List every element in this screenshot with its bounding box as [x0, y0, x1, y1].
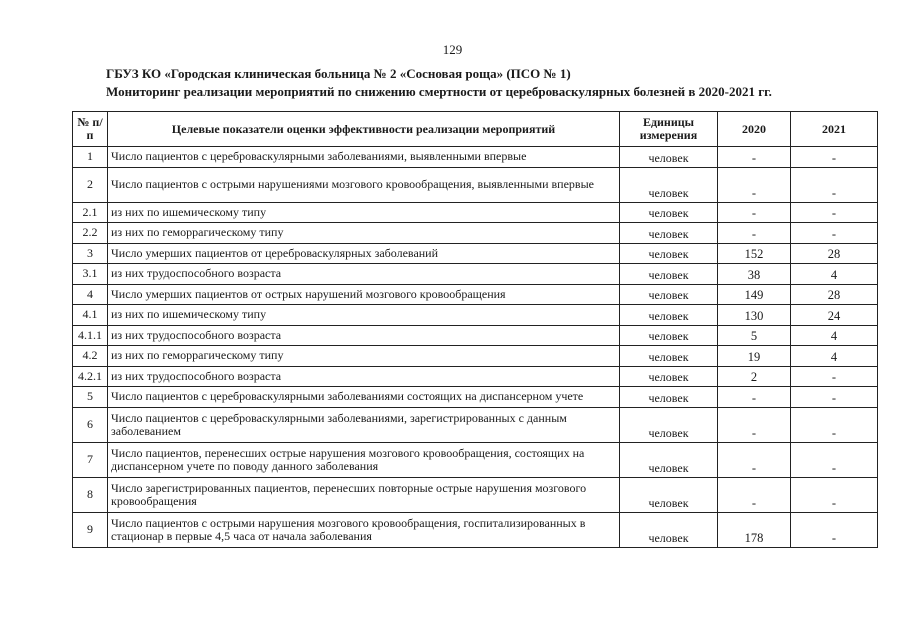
row-value-2021-cell: 4: [791, 346, 878, 367]
row-value-2021-cell: -: [791, 477, 878, 512]
row-indicator-cell: из них по геморрагическому типу: [108, 346, 620, 367]
row-value-2021-cell: -: [791, 442, 878, 477]
table-row: [73, 243, 878, 264]
row-unit-cell: человек: [620, 325, 718, 346]
row-indicator-cell: Число зарегистрированных пациентов, перенесших повторные острые нарушения мозгового кровообращения: [108, 477, 620, 512]
row-indicator-cell: Число пациентов с острыми нарушениями мозгового кровообращения, выявленными впервые: [108, 167, 620, 202]
table-row: [73, 147, 878, 168]
row-unit-cell: человек: [620, 346, 718, 367]
row-indicator-cell: из них трудоспособного возраста: [108, 264, 620, 285]
page-number: 129: [442, 42, 463, 57]
row-indicator-cell: Число умерших пациентов от цереброваскулярных заболеваний: [108, 243, 620, 264]
row-value-2020-cell: 5: [718, 325, 791, 346]
row-value-2020-cell: -: [718, 407, 791, 442]
document-title-subject: Мониторинг реализации мероприятий по снижению смертности от цереброваскулярных болезней в 2020-2021 гг.: [106, 84, 772, 99]
row-num-cell: 7: [73, 442, 108, 477]
row-num-cell: 2: [73, 167, 108, 202]
document-title-institution: ГБУЗ КО «Городская клиническая больница № 2 «Сосновая роща» (ПСО № 1): [106, 66, 571, 81]
row-unit-cell: человек: [620, 512, 718, 547]
row-indicator-cell: Число пациентов с цереброваскулярными заболеваниями состоящих на диспансерном учете: [108, 387, 620, 408]
table-body: [73, 147, 878, 548]
row-unit-cell: человек: [620, 284, 718, 305]
table-row: [73, 407, 878, 442]
row-unit-cell: человек: [620, 202, 718, 223]
table-row: [73, 202, 878, 223]
row-indicator-cell: Число умерших пациентов от острых нарушений мозгового кровообращения: [108, 284, 620, 305]
row-indicator-cell: Число пациентов с цереброваскулярными заболеваниями, зарегистрированных с данным заболеванием: [108, 407, 620, 442]
row-value-2021-cell: -: [791, 512, 878, 547]
row-value-2020-cell: -: [718, 387, 791, 408]
table-header-row: [73, 112, 878, 147]
row-num-cell: 8: [73, 477, 108, 512]
row-unit-cell: человек: [620, 147, 718, 168]
row-num-cell: 1: [73, 147, 108, 168]
row-indicator-cell: из них трудоспособного возраста: [108, 366, 620, 387]
row-indicator-cell: из них по геморрагическому типу: [108, 223, 620, 244]
table-row: [73, 442, 878, 477]
header-2021: 2021: [791, 112, 878, 147]
table-row: [73, 387, 878, 408]
header-indicator: Целевые показатели оценки эффективности реализации мероприятий: [108, 112, 620, 147]
monitoring-table: [72, 111, 878, 548]
row-value-2020-cell: -: [718, 202, 791, 223]
row-value-2021-cell: -: [791, 366, 878, 387]
row-value-2021-cell: -: [791, 167, 878, 202]
table-row: [73, 477, 878, 512]
row-unit-cell: человек: [620, 387, 718, 408]
table-row: [73, 325, 878, 346]
row-value-2021-cell: -: [791, 223, 878, 244]
row-value-2021-cell: -: [791, 147, 878, 168]
table-row: [73, 366, 878, 387]
row-num-cell: 9: [73, 512, 108, 547]
row-unit-cell: человек: [620, 366, 718, 387]
table-row: [73, 512, 878, 547]
row-num-cell: 2.2: [73, 223, 108, 244]
row-num-cell: 4.1: [73, 305, 108, 326]
row-unit-cell: человек: [620, 167, 718, 202]
row-indicator-cell: из них трудоспособного возраста: [108, 325, 620, 346]
row-value-2020-cell: -: [718, 167, 791, 202]
row-value-2020-cell: 178: [718, 512, 791, 547]
row-value-2020-cell: -: [718, 223, 791, 244]
row-value-2020-cell: 2: [718, 366, 791, 387]
row-num-cell: 6: [73, 407, 108, 442]
row-value-2020-cell: -: [718, 147, 791, 168]
row-value-2021-cell: -: [791, 387, 878, 408]
header-2020: 2020: [718, 112, 791, 147]
row-value-2021-cell: 4: [791, 325, 878, 346]
row-value-2020-cell: 38: [718, 264, 791, 285]
row-unit-cell: человек: [620, 264, 718, 285]
row-indicator-cell: из них по ишемическому типу: [108, 305, 620, 326]
row-unit-cell: человек: [620, 305, 718, 326]
row-num-cell: 5: [73, 387, 108, 408]
table-row: [73, 223, 878, 244]
row-value-2021-cell: 24: [791, 305, 878, 326]
row-value-2021-cell: 28: [791, 243, 878, 264]
row-num-cell: 3.1: [73, 264, 108, 285]
row-unit-cell: человек: [620, 243, 718, 264]
row-num-cell: 4.1.1: [73, 325, 108, 346]
row-num-cell: 4.2.1: [73, 366, 108, 387]
row-unit-cell: человек: [620, 442, 718, 477]
row-value-2020-cell: 152: [718, 243, 791, 264]
row-indicator-cell: Число пациентов, перенесших острые нарушения мозгового кровообращения, состоящих на диспансерном учете по поводу данного заболевания: [108, 442, 620, 477]
row-num-cell: 4.2: [73, 346, 108, 367]
row-unit-cell: человек: [620, 407, 718, 442]
row-num-cell: 2.1: [73, 202, 108, 223]
row-value-2020-cell: 149: [718, 284, 791, 305]
row-value-2020-cell: -: [718, 477, 791, 512]
table-row: [73, 305, 878, 326]
row-unit-cell: человек: [620, 223, 718, 244]
table-row: [73, 284, 878, 305]
row-value-2021-cell: -: [791, 407, 878, 442]
header-units: Единицы измерения: [620, 112, 718, 147]
row-indicator-cell: Число пациентов с цереброваскулярными заболеваниями, выявленными впервые: [108, 147, 620, 168]
row-indicator-cell: Число пациентов с острыми нарушения мозгового кровообращения, госпитализированных в стационар в первые 4,5 часа от начала заболевания: [108, 512, 620, 547]
table-row: [73, 167, 878, 202]
table-row: [73, 346, 878, 367]
row-unit-cell: человек: [620, 477, 718, 512]
table-row: [73, 264, 878, 285]
row-value-2021-cell: 28: [791, 284, 878, 305]
header-num: № п/п: [73, 112, 108, 147]
row-value-2021-cell: 4: [791, 264, 878, 285]
row-num-cell: 3: [73, 243, 108, 264]
row-value-2020-cell: 130: [718, 305, 791, 326]
row-value-2021-cell: -: [791, 202, 878, 223]
row-indicator-cell: из них по ишемическому типу: [108, 202, 620, 223]
row-value-2020-cell: -: [718, 442, 791, 477]
row-value-2020-cell: 19: [718, 346, 791, 367]
row-num-cell: 4: [73, 284, 108, 305]
